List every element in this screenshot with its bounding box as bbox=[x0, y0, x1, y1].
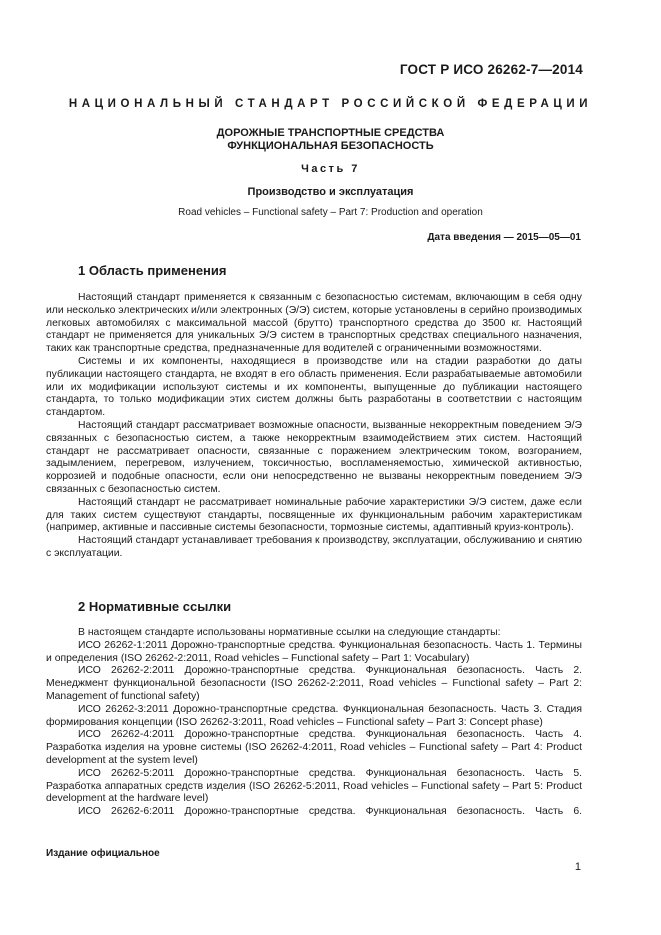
national-standard-banner: НАЦИОНАЛЬНЫЙ СТАНДАРТ РОССИЙСКОЙ ФЕДЕРАЦИИ bbox=[68, 98, 593, 110]
paragraph: Настоящий стандарт рассматривает возможные опасности, вызванные некорректным поведением Э/Э связанных с безопасностью систем, а также некорректным взаимодействием этих систем. Настоящий стандарт не рассматривает опасности, связанные с поражением электрическим током, возгоранием, задымлением, перегревом, излучением, токсичностью, воспламеняемостью, химической активностью, коррозией и подобные опасности, если они непосредственно не вызваны некорректным поведением Э/Э связанных с безопасностью систем. bbox=[46, 419, 582, 495]
page-number: 1 bbox=[574, 861, 581, 873]
introduction-date: Дата введения — 2015—05—01 bbox=[427, 232, 581, 243]
english-title: Road vehicles – Functional safety – Part 7: Production and operation bbox=[178, 207, 483, 218]
section-2-heading: 2 Нормативные ссылки bbox=[78, 599, 232, 614]
paragraph: Настоящий стандарт применяется к связанным с безопасностью системам, включающим в себя одну или несколько электрических и/или электронных (Э/Э) систем, которые установлены в серийно производимых легковых автомобилях с максимальной массой (брутто) транспортного средства до 3500 кг. Настоящий стандарт не применяется для уникальных Э/Э систем в транспортных средствах специального назначения, таких как транспортные средства, предназначенные для водителей с ограниченными возможностями. bbox=[46, 292, 582, 355]
section-1-heading: 1 Область применения bbox=[78, 263, 227, 278]
reference-item: ИСО 26262-3:2011 Дорожно-транспортные средства. Функциональная безопасность. Часть 3. Стадия формирования концепции (ISO 26262-3:2011, Road vehicles – Functional safety – Part 3: Concept phase) bbox=[46, 703, 582, 728]
reference-item: ИСО 26262-5:2011 Дорожно-транспортные средства. Функциональная безопасность. Часть 5. Разработка аппаратных средств изделия (ISO 26262-5:2011, Road vehicles – Functional safety – Part 5: Product development at the hardware level) bbox=[46, 767, 582, 805]
part-label: Часть 7 bbox=[301, 163, 360, 175]
reference-item: ИСО 26262-1:2011 Дорожно-транспортные средства. Функциональная безопасность. Часть 1. Термины и определения (ISO 26262-2:2011, Road vehicles – Functional safety – Part 1: Vocabulary) bbox=[46, 639, 582, 664]
reference-item: ИСО 26262-2:2011 Дорожно-транспортные средства. Функциональная безопасность. Часть 2. Менеджмент функциональной безопасности (ISO 26262-2:2011, Road vehicles – Functional safety – Part 2: Management of functional safety) bbox=[46, 665, 582, 702]
official-edition-label: Издание официальное bbox=[46, 848, 160, 859]
title-block bbox=[0, 127, 661, 218]
part-subtitle: Производство и эксплуатация bbox=[247, 186, 414, 198]
paragraph: Настоящий стандарт не рассматривает номинальные рабочие характеристики Э/Э систем, даже если для таких систем существуют стандарты, посвященные их функциональным рабочим характеристикам (например, активные и пассивные системы безопасности, тормозные системы, адаптивный круиз-контроль). bbox=[46, 496, 582, 534]
paragraph: Настоящий стандарт устанавливает требования к производству, эксплуатации, обслуживанию и снятию с эксплуатации. bbox=[46, 535, 582, 559]
document-code: ГОСТ Р ИСО 26262-7—2014 bbox=[399, 62, 583, 77]
paragraph: Системы и их компоненты, находящиеся в производстве или на стадии разработки до даты публикации настоящего стандарта, не входят в его область применения. Если разрабатываемые автомобили или их модификации используют системы и их компоненты, выпущенные до публикации настоящего стандарта, то только модификации этих систем должны быть разработаны в соответствии с настоящим стандартом. bbox=[46, 355, 582, 419]
reference-item: ИСО 26262-4:2011 Дорожно-транспортные средства. Функциональная безопасность. Часть 4. Разработка изделия на уровне системы (ISO 26262-4:2011, Road vehicles – Functional safety – Part 4: Product development at the system level) bbox=[46, 729, 582, 766]
title-line-2: ФУНКЦИОНАЛЬНАЯ БЕЗОПАСНОСТЬ bbox=[227, 140, 434, 152]
section-1-body bbox=[46, 292, 582, 561]
section-2-body bbox=[46, 627, 582, 819]
paragraph: В настоящем стандарте использованы нормативные ссылки на следующие стандарты: bbox=[78, 627, 501, 638]
reference-item: ИСО 26262-6:2011 Дорожно-транспортные средства. Функциональная безопасность. Часть 6. bbox=[78, 806, 582, 818]
title-line-1: ДОРОЖНЫЕ ТРАНСПОРТНЫЕ СРЕДСТВА bbox=[216, 127, 445, 139]
